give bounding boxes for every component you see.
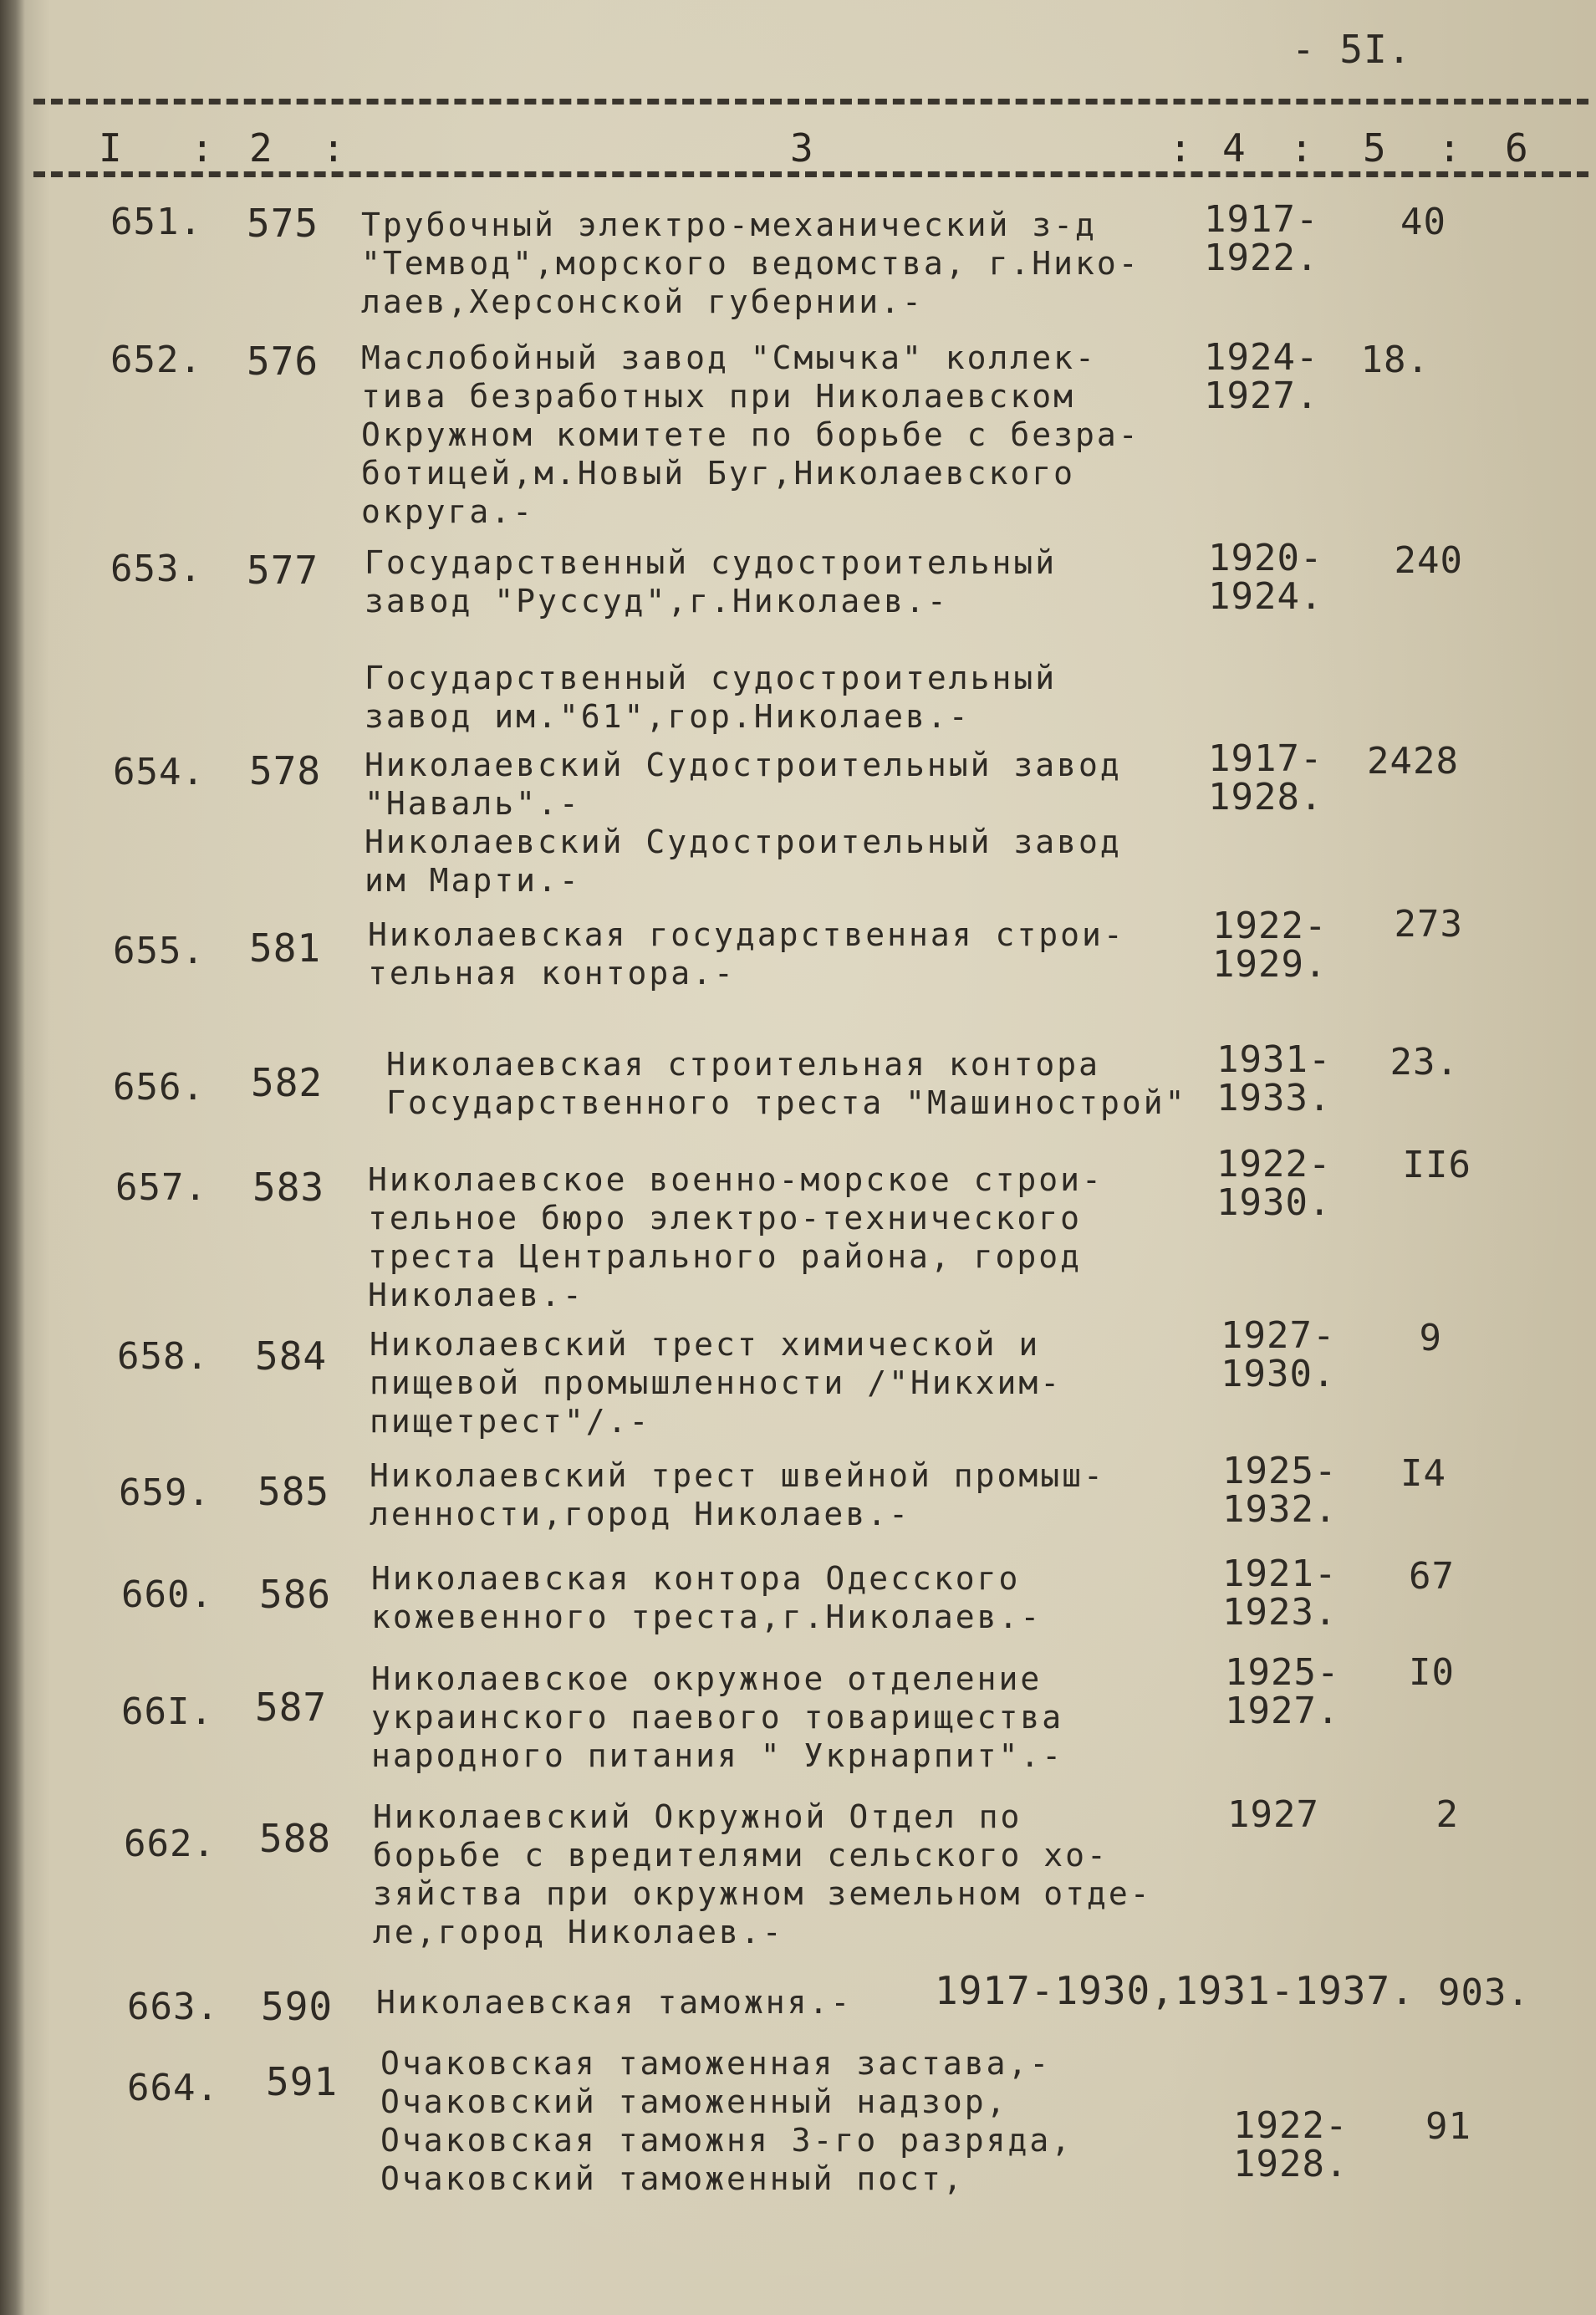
- column-separator: :: [1169, 125, 1192, 171]
- binding-edge: [0, 0, 25, 2315]
- date-range: 1917- 1922.: [1204, 198, 1319, 279]
- fund-number: 577: [247, 548, 319, 593]
- fund-number: 581: [249, 925, 322, 971]
- row-number: 656.: [113, 1066, 205, 1109]
- fund-number: 587: [255, 1685, 328, 1730]
- fund-number: 575: [247, 201, 319, 246]
- fund-description: Николаевский трест химической и пищевой промышленности /"Никхим- пищетрест"/.-: [370, 1326, 1063, 1440]
- date-range: 1917-1930,1931-1937.: [935, 1968, 1415, 2013]
- units-count: 903.: [1438, 1971, 1530, 2014]
- fund-number: 591: [266, 2059, 339, 2104]
- fund-number: 584: [255, 1333, 328, 1379]
- fund-description: Николаевский Окружной Отдел по борьбе с вредителями сельского хо- зяйства при окружном земельном отде- ле,город Николаев.-: [373, 1798, 1152, 1950]
- units-count: 18.: [1360, 339, 1430, 381]
- date-range: 1931- 1933.: [1216, 1038, 1332, 1119]
- units-count: 2: [1435, 1793, 1459, 1836]
- row-number: 651.: [110, 201, 202, 243]
- units-count: II6: [1402, 1144, 1471, 1186]
- fund-number: 583: [252, 1165, 325, 1210]
- column-header-3: 3: [790, 125, 813, 171]
- row-number: 658.: [117, 1335, 209, 1378]
- fund-number: 576: [247, 339, 319, 384]
- fund-description: Николаевский трест швейной промыш- ленности,город Николаев.-: [370, 1457, 1105, 1532]
- date-range: 1925- 1932.: [1222, 1450, 1338, 1531]
- column-separator: :: [1290, 125, 1313, 171]
- units-count: 273: [1394, 903, 1463, 946]
- fund-description: Николаевская контора Одесского кожевенного треста,г.Николаев.-: [371, 1560, 1043, 1635]
- units-count: 9: [1419, 1317, 1442, 1359]
- date-range: 1922- 1930.: [1216, 1143, 1332, 1224]
- row-number: 66I.: [121, 1690, 213, 1733]
- row-number: 663.: [127, 1986, 219, 2028]
- fund-description: Трубочный электро-механический з-д "Темвод",морского ведомства, г.Нико- лаев,Херсонской губернии.-: [361, 207, 1140, 320]
- units-count: 2428: [1367, 740, 1459, 783]
- row-number: 653.: [110, 548, 202, 590]
- page-number: - 5I.: [1292, 27, 1412, 72]
- row-number: 655.: [113, 930, 205, 972]
- fund-description: Николаевское военно-морское строи- тельное бюро электро-технического треста Центрального района, город Николаев.-: [368, 1161, 1104, 1313]
- date-range: 1925- 1927.: [1225, 1651, 1340, 1732]
- column-header-6: 6: [1505, 125, 1528, 171]
- column-header-5: 5: [1363, 125, 1386, 171]
- header-bottom-rule: [33, 171, 1588, 177]
- units-count: 67: [1409, 1555, 1455, 1598]
- column-separator: :: [1438, 125, 1461, 171]
- row-number: 660.: [121, 1573, 213, 1616]
- units-count: 40: [1400, 201, 1446, 243]
- row-number: 662.: [124, 1823, 216, 1865]
- fund-number: 578: [249, 748, 322, 793]
- date-range: 1922- 1929.: [1212, 905, 1328, 986]
- units-count: 23.: [1389, 1041, 1459, 1084]
- column-separator: :: [191, 125, 214, 171]
- column-header-1: I: [99, 125, 122, 171]
- date-range: 1922- 1928.: [1233, 2104, 1349, 2185]
- row-number: 657.: [115, 1166, 207, 1209]
- date-range: 1924- 1927.: [1204, 336, 1319, 417]
- date-range: 1927: [1227, 1793, 1319, 1836]
- column-separator: :: [322, 125, 345, 171]
- fund-number: 590: [261, 1984, 334, 2029]
- date-range: 1921- 1923.: [1222, 1553, 1338, 1634]
- date-range: 1920- 1924.: [1208, 537, 1323, 618]
- fund-description: Николаевская государственная строи- тельная контора.-: [368, 916, 1125, 992]
- fund-description: Государственный судостроительный завод "Руссуд",г.Николаев.- Государственный судостроительный завод им."61",гор.Николаев.-: [365, 544, 1058, 735]
- row-number: 654.: [113, 751, 205, 793]
- units-count: I4: [1400, 1452, 1446, 1495]
- row-number: 664.: [127, 2067, 219, 2109]
- fund-description: Маслобойный завод "Смычка" коллек- тива безработных при Николаевском Окружном комитете по борьбе с безра- ботицей,м.Новый Буг,Николаевского округа.-: [361, 339, 1140, 530]
- fund-number: 582: [251, 1060, 324, 1105]
- fund-number: 588: [259, 1816, 332, 1861]
- column-header-2: 2: [249, 125, 273, 171]
- header-top-rule: [33, 99, 1588, 105]
- fund-description: Очаковская таможенная застава,- Очаковский таможенный надзор, Очаковская таможня 3-го разряда, Очаковский таможенный пост,: [380, 2045, 1073, 2197]
- fund-number: 586: [259, 1572, 332, 1617]
- row-number: 652.: [110, 339, 202, 381]
- fund-description: Николаевский Судостроительный завод "Наваль".- Николаевский Судостроительный завод им Марти.-: [365, 747, 1122, 899]
- fund-description: Николаевское окружное отделение украинского паевого товарищества народного питания " Укрнарпит".-: [371, 1660, 1064, 1774]
- date-range: 1917- 1928.: [1208, 737, 1323, 818]
- date-range: 1927- 1930.: [1221, 1314, 1336, 1395]
- column-header-4: 4: [1222, 125, 1246, 171]
- units-count: 91: [1425, 2105, 1471, 2148]
- units-count: I0: [1409, 1651, 1455, 1694]
- fund-number: 585: [258, 1469, 330, 1514]
- units-count: 240: [1394, 539, 1463, 582]
- fund-description: Николаевская строительная контора Государственного треста "Машинострой": [386, 1046, 1187, 1121]
- fund-description: Николаевская таможня.-: [376, 1984, 853, 2021]
- row-number: 659.: [119, 1471, 211, 1514]
